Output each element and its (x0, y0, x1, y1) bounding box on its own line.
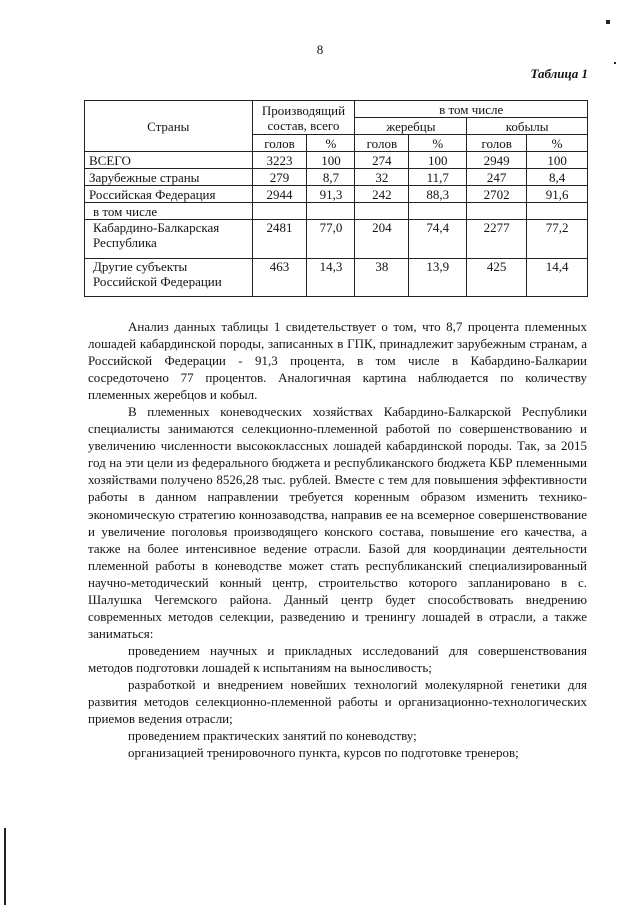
header-mares: кобылы (467, 118, 588, 135)
cell-value: 274 (355, 152, 409, 169)
page-number: 8 (316, 42, 324, 57)
cell-value: 242 (355, 186, 409, 203)
cell-value: 88,3 (409, 186, 467, 203)
cell-value: 8,7 (307, 169, 355, 186)
list-item: проведением практических занятий по коневодству; (128, 728, 417, 744)
cell-value: 2481 (252, 220, 307, 259)
cell-value: 425 (467, 259, 527, 297)
cell-value: 100 (409, 152, 467, 169)
cell-value: 8,4 (527, 169, 588, 186)
paragraph: Анализ данных таблицы 1 свидетельствует о том, что 8,7 процента племенных лошадей кабардинской породы, записанных в ГПК, принадлежит зарубежным странам, а Российской Федерации - 91,3 процента, в том числе в Кабардино-Балкарии сосредоточено 77 процентов. Аналогичная картина наблюдается по количеству племенных жеребцов и кобыл. (88, 319, 587, 403)
header-heads: голов (252, 135, 307, 152)
header-heads: голов (355, 135, 409, 152)
cell-value: 77,0 (307, 220, 355, 259)
list-item: разработкой и внедрением новейших технологий молекулярной генетики для развития методов селекционно-племенной работы и организационно-технологических приемов ведения отрасли; (88, 676, 587, 727)
table-caption: Таблица 1 (530, 66, 588, 81)
table-row (85, 152, 588, 169)
table-row (85, 220, 588, 259)
header-percent: % (307, 135, 355, 152)
row-label: Кабардино-Балкарская Республика (85, 220, 253, 259)
cell-value: 11,7 (409, 169, 467, 186)
empty-cell (252, 203, 307, 220)
cell-value: 279 (252, 169, 307, 186)
empty-cell (355, 203, 409, 220)
cell-value: 463 (252, 259, 307, 297)
empty-cell (467, 203, 527, 220)
cell-value: 2949 (467, 152, 527, 169)
cell-value: 204 (355, 220, 409, 259)
header-percent: % (409, 135, 467, 152)
header-percent: % (527, 135, 588, 152)
cell-value: 14,3 (307, 259, 355, 297)
cell-value: 100 (527, 152, 588, 169)
cell-value: 2702 (467, 186, 527, 203)
row-label: Другие субъекты Российской Федерации (85, 259, 253, 297)
table-row (85, 169, 588, 186)
table-row (85, 186, 588, 203)
row-label: ВСЕГО (85, 152, 253, 169)
cell-value: 38 (355, 259, 409, 297)
body-text (88, 318, 587, 761)
row-label: Зарубежные страны (85, 169, 253, 186)
header-including: в том числе (355, 101, 588, 118)
stats-table (84, 100, 588, 297)
header-heads: голов (467, 135, 527, 152)
cell-value: 13,9 (409, 259, 467, 297)
paragraph: В племенных коневодческих хозяйствах Кабардино-Балкарской Республики специалисты занимаются селекционно-племенной работой по совершенствованию и увеличению численности высококлассных лошадей кабардинской породы. Так, за 2015 год на эти цели из федерального бюджета и республиканского бюджета КБР племенными хозяйствами получено 8526,28 тыс. рублей. Вместе с тем для повышения эффективности работы в данном направлении требуется коренным образом изменить технико-экономическую стратегию коннозаводства, направив ее на всемерное совершенствование и увеличение поголовья производящего конского состава, повышение его качества, а также на более интенсивное ведение отрасли. Базой для координации деятельности племенной работы в коневодстве может стать республиканский специализированный научно-методический конный центр, строительство которого запланировано в с. Шалушка Чегемского района. Данный центр будет способствовать внедрению современных методов селекции, разведению и тренингу лошадей в отрасли, а также заниматься: (88, 404, 587, 641)
cell-value: 247 (467, 169, 527, 186)
empty-cell (527, 203, 588, 220)
cell-value: 2944 (252, 186, 307, 203)
subheader-label: в том числе (85, 203, 253, 220)
list-item: проведением научных и прикладных исследований для совершенствования методов подготовки лошадей к испытаниям на выносливость; (88, 642, 587, 675)
header-producing: Производящий состав, всего (252, 101, 355, 135)
header-countries: Страны (85, 101, 253, 152)
cell-value: 100 (307, 152, 355, 169)
cell-value: 91,3 (307, 186, 355, 203)
corner-mark (606, 20, 610, 24)
header-stallions: жеребцы (355, 118, 467, 135)
cell-value: 14,4 (527, 259, 588, 297)
cell-value: 32 (355, 169, 409, 186)
cell-value: 91,6 (527, 186, 588, 203)
table-subheader-row (85, 203, 588, 220)
cell-value: 2277 (467, 220, 527, 259)
row-label: Российская Федерация (85, 186, 253, 203)
list-item: организацией тренировочного пункта, курсов по подготовке тренеров; (128, 745, 519, 761)
cell-value: 3223 (252, 152, 307, 169)
corner-mark (614, 62, 616, 64)
empty-cell (307, 203, 355, 220)
margin-rule (4, 828, 6, 905)
empty-cell (409, 203, 467, 220)
cell-value: 77,2 (527, 220, 588, 259)
cell-value: 74,4 (409, 220, 467, 259)
table-row (85, 259, 588, 297)
